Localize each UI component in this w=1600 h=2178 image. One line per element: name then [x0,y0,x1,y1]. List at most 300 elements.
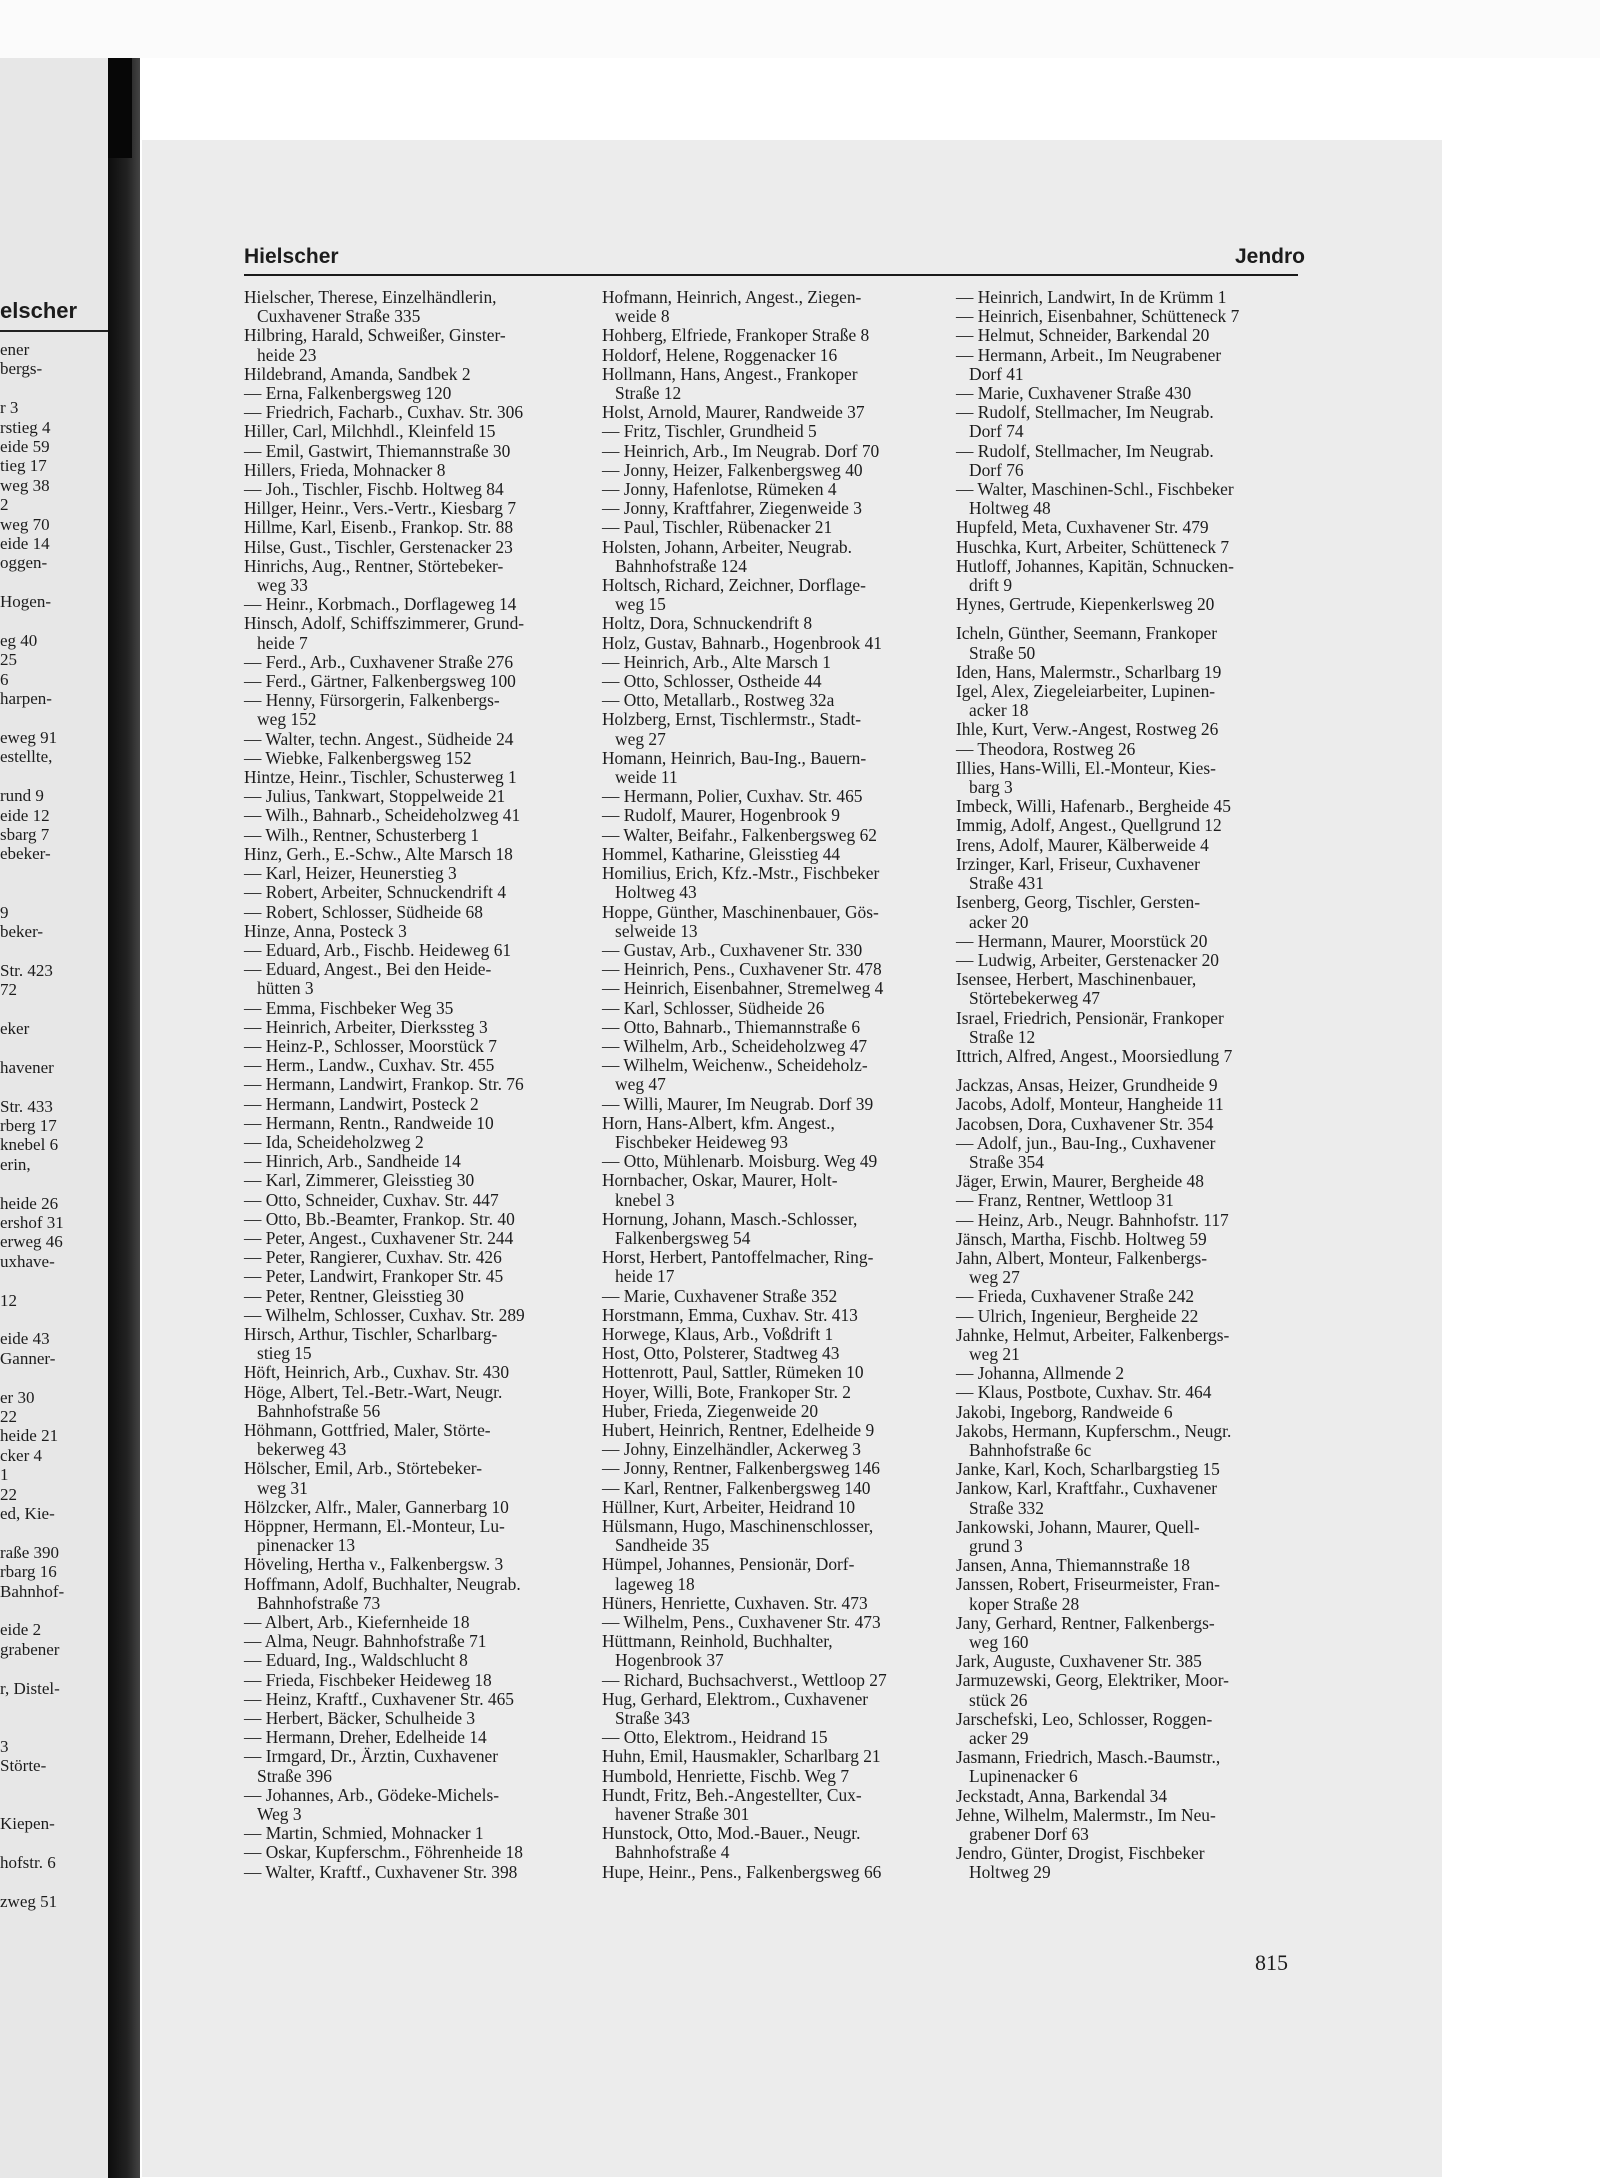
directory-entry-line: Holtweg 43 [602,882,697,903]
directory-entry-line: Hölzcker, Alfr., Maler, Gannerbarg 10 [244,1496,509,1517]
directory-entry-line: Hundt, Fritz, Beh.-Angestellter, Cux- [602,1784,862,1805]
directory-entry-line: Hildebrand, Amanda, Sandbek 2 [244,363,471,384]
directory-entry-line: Hüllner, Kurt, Arbeiter, Heidrand 10 [602,1496,856,1517]
directory-entry-line: — Johannes, Arb., Gödeke-Michels- [244,1784,500,1805]
directory-entry-line: Jakobs, Hermann, Kupferschm., Neugr. [956,1420,1232,1441]
previous-page-line: 22 [0,1484,17,1504]
directory-entry-line: Hillers, Frieda, Mohnacker 8 [244,459,446,480]
directory-entry-line: — Emma, Fischbeker Weg 35 [244,997,454,1018]
directory-entry-line: Bahnhofstraße 6c [956,1439,1092,1460]
directory-column-2 [602,288,962,1882]
previous-page-line: ener [0,340,30,359]
directory-entry-line: Huschka, Kurt, Arbeiter, Schütteneck 7 [956,536,1230,557]
directory-entry-line: Jankow, Karl, Kraftfahr., Cuxhavener [956,1478,1218,1499]
directory-entry-line: Straße 12 [956,1026,1036,1047]
directory-entry-line: Jeckstadt, Anna, Barkendal 34 [956,1785,1168,1806]
directory-entry-line: — Joh., Tischler, Fischb. Holtweg 84 [244,479,504,500]
directory-entry-line: — Heinz-P., Schlosser, Moorstück 7 [244,1035,497,1056]
directory-entry-line: Holst, Arnold, Maurer, Randweide 37 [602,402,865,423]
directory-entry-line: Hiller, Carl, Milchhdl., Kleinfeld 15 [244,421,496,442]
previous-page-line: 12 [0,1290,17,1310]
directory-entry-line: — Heinrich, Arb., Im Neugrab. Dorf 70 [602,440,880,461]
directory-entry-line: Bahnhofstraße 56 [244,1400,381,1421]
directory-entry-line: — Herbert, Bäcker, Schulheide 3 [244,1708,476,1729]
directory-entry-line: Höhmann, Gottfried, Maler, Störte- [244,1419,491,1440]
previous-page-line: er 30 [0,1387,35,1407]
directory-entry-line: — Heinrich, Pens., Cuxhavener Str. 478 [602,959,882,980]
directory-entry-line: — Erna, Falkenbergsweg 120 [244,383,452,404]
previous-page-line: sbarg 7 [0,825,50,844]
directory-column-1 [244,288,604,1882]
directory-entry-line: — Ludwig, Arbeiter, Gerstenacker 20 [956,949,1219,970]
directory-entry-line: weg 152 [244,709,317,730]
directory-entry-line: — Jonny, Kraftfahrer, Ziegenweide 3 [602,498,862,519]
directory-entry-line: heide 17 [602,1266,675,1287]
previous-page-line: 22 [0,1407,17,1426]
directory-entry-line: — Albert, Arb., Kiefernheide 18 [244,1612,470,1633]
directory-entry-line: Holz, Gustav, Bahnarb., Hogenbrook 41 [602,632,882,653]
directory-entry-line: Icheln, Günther, Seemann, Frankoper [956,623,1218,644]
directory-entry-line: Dorf 76 [956,459,1024,480]
directory-entry-line: — Jonny, Heizer, Falkenbergsweg 40 [602,459,863,480]
previous-page-line: erin, [0,1154,31,1174]
directory-entry-line: Straße 396 [244,1765,332,1786]
directory-entry-line: weg 33 [244,575,308,596]
previous-page-line: tieg 17 [0,456,47,476]
directory-entry-line: — Walter, Maschinen-Schl., Fischbeker [956,479,1234,500]
directory-entry-line: — Hermann, Rentn., Randweide 10 [244,1112,494,1133]
directory-entry-line: — Alma, Neugr. Bahnhofstraße 71 [244,1631,487,1652]
directory-entry-line: Isenberg, Georg, Tischler, Gersten- [956,892,1201,913]
directory-entry-line: Störtebekerweg 47 [956,988,1100,1009]
previous-page-line: 72 [0,980,17,1000]
directory-entry-line: grabener Dorf 63 [956,1824,1089,1845]
directory-entry-line: Immig, Adolf, Angest., Quellgrund 12 [956,815,1222,836]
directory-entry-line: Irzinger, Karl, Friseur, Cuxhavener [956,853,1200,874]
directory-entry-line: Hunstock, Otto, Mod.-Bauer., Neugr. [602,1823,861,1844]
directory-entry-line: — Ferd., Arb., Cuxhavener Straße 276 [244,651,514,672]
previous-page-line: weg 38 [0,475,50,495]
directory-entry-line: — Heinz, Kraftf., Cuxhavener Str. 465 [244,1688,514,1709]
directory-entry-line: — Karl, Zimmerer, Gleisstieg 30 [244,1170,475,1191]
book-binding [108,58,140,2178]
running-head-left: Hielscher [244,245,339,268]
previous-page-line: havener [0,1057,54,1077]
directory-entry-line: — Otto, Bahnarb., Thiemannstraße 6 [602,1016,861,1037]
directory-entry-line: Holsten, Johann, Arbeiter, Neugrab. [602,536,852,557]
directory-entry-line: Hinrichs, Aug., Rentner, Störtebeker- [244,555,504,576]
directory-entry-line: — Johny, Einzelhändler, Ackerweg 3 [602,1439,861,1460]
directory-entry-line: — Robert, Schlosser, Südheide 68 [244,901,483,922]
directory-entry-line: Hirsch, Arthur, Tischler, Scharlbarg- [244,1323,498,1344]
directory-entry-line: havener Straße 301 [602,1804,750,1825]
directory-entry-line: Straße 354 [956,1151,1044,1172]
directory-entry-line: — Otto, Schneider, Cuxhav. Str. 447 [244,1189,499,1210]
directory-entry-line: pinenacker 13 [244,1535,356,1556]
directory-entry-line: Hornung, Johann, Masch.-Schlosser, [602,1208,858,1229]
directory-entry-line: — Julius, Tankwart, Stoppelweide 21 [244,786,506,807]
directory-entry-line: Straße 332 [956,1497,1044,1518]
directory-entry-line: Fischbeker Heideweg 93 [602,1131,788,1152]
directory-entry-line: Hynes, Gertrude, Kiepenkerlsweg 20 [956,594,1215,615]
previous-page-line: uxhave- [0,1251,55,1271]
previous-page-line: weg 70 [0,514,50,534]
previous-page-line: 2 [0,495,9,515]
directory-entry-line: Hohberg, Elfriede, Frankoper Straße 8 [602,325,870,346]
previous-page-line: rstieg 4 [0,417,51,437]
directory-entry-line: Falkenbergsweg 54 [602,1227,751,1248]
directory-entry-line: Humbold, Henriette, Fischb. Weg 7 [602,1765,850,1786]
scan-background [0,0,1600,58]
book-binding-top [108,58,132,158]
directory-entry-line: — Eduard, Arb., Fischb. Heideweg 61 [244,939,512,960]
directory-entry-line: Janssen, Robert, Friseurmeister, Fran- [956,1574,1220,1595]
directory-entry-line: Holtz, Dora, Schnuckendrift 8 [602,613,813,634]
previous-page-line: cker 4 [0,1445,43,1465]
directory-entry-line: stück 26 [956,1689,1028,1710]
page-number: 815 [1255,1950,1288,1975]
directory-entry-line: — Hermann, Polier, Cuxhav. Str. 465 [602,786,863,807]
directory-entry-line: — Walter, Beifahr., Falkenbergsweg 62 [602,824,877,845]
previous-page-line: 9 [0,902,9,922]
running-head-right: Jendro [1235,245,1306,268]
directory-entry-line: — Ferd., Gärtner, Falkenbergsweg 100 [244,671,516,692]
directory-entry-line: — Karl, Schlosser, Südheide 26 [602,997,825,1018]
previous-page-line: Hogen- [0,592,51,612]
directory-entry-line: — Ulrich, Ingenieur, Bergheide 22 [956,1305,1199,1326]
directory-entry-line: — Wilhelm, Schlosser, Cuxhav. Str. 289 [244,1304,525,1325]
directory-entry-line: Hoyer, Willi, Bote, Frankoper Str. 2 [602,1381,851,1402]
directory-entry-line: Horstmann, Emma, Cuxhav. Str. 413 [602,1304,858,1325]
directory-entry-line: Jacobsen, Dora, Cuxhavener Str. 354 [956,1113,1214,1134]
directory-entry-line: weg 15 [602,594,666,615]
directory-entry-line: — Peter, Rentner, Gleisstieg 30 [244,1285,464,1306]
directory-entry-line: Huber, Frieda, Ziegenweide 20 [602,1400,819,1421]
previous-page-line: heide 21 [0,1426,59,1446]
directory-entry-line: — Eduard, Ing., Waldschlucht 8 [244,1650,468,1671]
directory-entry-line: Janke, Karl, Koch, Scharlbargstieg 15 [956,1459,1220,1480]
directory-entry-line: Jacobs, Adolf, Monteur, Hangheide 11 [956,1094,1224,1115]
directory-entry-line: — Otto, Bb.-Beamter, Frankop. Str. 40 [244,1208,515,1229]
directory-entry-line: weg 27 [602,728,666,749]
previous-page-line: eide 59 [0,437,50,456]
previous-page-line: bergs- [0,359,43,379]
directory-entry-line: stieg 15 [244,1343,312,1364]
directory-entry-line: — Theodora, Rostweg 26 [956,738,1136,759]
directory-entry-line: Hommel, Katharine, Gleisstieg 44 [602,843,841,864]
directory-entry-line: Ihle, Kurt, Verw.-Angest, Rostweg 26 [956,719,1219,740]
directory-entry-line: — Heinr., Korbmach., Dorflageweg 14 [244,594,517,615]
directory-entry-line: Jakobi, Ingeborg, Randweide 6 [956,1401,1173,1422]
previous-page-line: Str. 433 [0,1096,53,1116]
directory-entry-line: Hupfeld, Meta, Cuxhavener Str. 479 [956,517,1209,538]
directory-entry-line: Jehne, Wilhelm, Malermstr., Im Neu- [956,1804,1216,1825]
directory-entry-line: Hilbring, Harald, Schweißer, Ginster- [244,325,506,346]
directory-entry-line: weide 8 [602,306,670,327]
previous-page-line: 6 [0,669,9,689]
previous-page-line: r, Distel- [0,1678,60,1698]
directory-entry-line: Jansen, Anna, Thiemannstraße 18 [956,1555,1190,1576]
directory-entry-line: — Emil, Gastwirt, Thiemannstraße 30 [244,440,511,461]
directory-entry-line: — Adolf, jun., Bau-Ing., Cuxhavener [956,1132,1216,1153]
previous-page-line: harpen- [0,689,52,709]
previous-page-line: grabener [0,1639,60,1659]
directory-entry-line: Straße 50 [956,642,1036,663]
directory-entry-line: acker 29 [956,1728,1029,1749]
previous-page-edge [0,58,108,2178]
directory-entry-line: — Eduard, Angest., Bei den Heide- [244,959,492,980]
directory-entry-line: — Wilhelm, Arb., Scheideholzweg 47 [602,1035,868,1056]
directory-entry-line: weide 11 [602,767,678,788]
directory-entry-line: Hubert, Heinrich, Rentner, Edelheide 9 [602,1419,875,1440]
directory-entry-line: bekerweg 43 [244,1439,347,1460]
directory-entry-line: — Wiebke, Falkenbergsweg 152 [244,747,472,768]
directory-entry-line: Straße 343 [602,1708,690,1729]
directory-entry-line: — Frieda, Fischbeker Heideweg 18 [244,1669,492,1690]
directory-entry-line: — Paul, Tischler, Rübenacker 21 [602,517,833,538]
directory-entry-line: Dorf 74 [956,421,1024,442]
directory-entry-line: Straße 431 [956,873,1044,894]
directory-entry-line: — Richard, Buchsachverst., Wettloop 27 [602,1669,887,1690]
directory-entry-line: Holdorf, Helene, Roggenacker 16 [602,344,838,365]
directory-entry-line: — Peter, Rangierer, Cuxhav. Str. 426 [244,1247,502,1268]
directory-entry-line: Hogenbrook 37 [602,1650,724,1671]
previous-page-line: eide 12 [0,805,50,825]
directory-entry-line: — Herm., Landw., Cuxhav. Str. 455 [244,1055,495,1076]
directory-entry-line: Holtweg 29 [956,1862,1051,1883]
directory-entry-line: — Helmut, Schneider, Barkendal 20 [956,325,1210,346]
directory-entry-line: Hümpel, Johannes, Pensionär, Dorf- [602,1554,855,1575]
directory-entry-line: Jark, Auguste, Cuxhavener Str. 385 [956,1651,1202,1672]
directory-entry-line: Horn, Hans-Albert, kfm. Angest., [602,1112,835,1133]
directory-entry-line: — Frieda, Cuxhavener Straße 242 [956,1286,1195,1307]
directory-entry-line: Irens, Adolf, Maurer, Kälberweide 4 [956,834,1209,855]
directory-entry-line: — Otto, Elektrom., Heidrand 15 [602,1727,828,1748]
directory-entry-line: — Willi, Maurer, Im Neugrab. Dorf 39 [602,1093,874,1114]
directory-entry-line: — Walter, Kraftf., Cuxhavener Str. 398 [244,1861,518,1882]
previous-page-line: eker [0,1019,30,1038]
directory-entry-line: Hornbacher, Oskar, Maurer, Holt- [602,1170,838,1191]
directory-entry-line: Höveling, Hertha v., Falkenbergsw. 3 [244,1554,504,1575]
previous-page-line: Bahnhof- [0,1581,65,1601]
directory-entry-line: Jackzas, Ansas, Heizer, Grundheide 9 [956,1075,1218,1096]
directory-entry-line: — Peter, Angest., Cuxhavener Str. 244 [244,1227,514,1248]
directory-entry-line: Hielscher, Therese, Einzelhändlerin, [244,287,497,307]
directory-entry-line: Hüttmann, Reinhold, Buchhalter, [602,1631,833,1652]
directory-entry-line: Hinsch, Adolf, Schiffszimmerer, Grund- [244,613,525,634]
directory-entry-line: Hintze, Heinr., Tischler, Schusterweg 1 [244,767,517,788]
directory-entry-line: Jankowski, Johann, Maurer, Quell- [956,1516,1200,1537]
directory-entry-line: Bahnhofstraße 124 [602,555,747,576]
previous-page-line: knebel 6 [0,1135,59,1155]
directory-entry-line: weg 27 [956,1267,1020,1288]
directory-entry-line: Homann, Heinrich, Bau-Ing., Bauern- [602,747,867,768]
directory-entry-line: heide 7 [244,632,308,653]
directory-entry-line: Jasmann, Friedrich, Masch.-Baumstr., [956,1747,1221,1768]
directory-entry-line: Hupe, Heinr., Pens., Falkenbergsweg 66 [602,1861,882,1882]
directory-entry-line: — Jonny, Rentner, Falkenbergsweg 146 [602,1458,880,1479]
directory-entry-line: Jahnke, Helmut, Arbeiter, Falkenbergs- [956,1324,1230,1345]
directory-entry-line: Jendro, Günter, Drogist, Fischbeker [956,1843,1205,1864]
directory-entry-line: — Franz, Rentner, Wettloop 31 [956,1190,1174,1211]
directory-entry-line: — Fritz, Tischler, Grundheid 5 [602,421,817,442]
previous-page-line: eide 14 [0,534,50,553]
directory-entry-line: — Otto, Metallarb., Rostweg 32a [602,690,835,711]
directory-entry-line: koper Straße 28 [956,1593,1080,1614]
directory-entry-line: weg 31 [244,1477,308,1498]
directory-entry-line: — Robert, Arbeiter, Schnuckendrift 4 [244,882,507,903]
directory-entry-line: Bahnhofstraße 73 [244,1592,381,1613]
previous-page-line: estellte, [0,747,53,767]
previous-page-line: rberg 17 [0,1116,57,1135]
directory-entry-line: Hinze, Anna, Posteck 3 [244,920,407,941]
directory-entry-line: Höge, Albert, Tel.-Betr.-Wart, Neugr. [244,1381,503,1402]
directory-entry-line: Israel, Friedrich, Pensionär, Frankoper [956,1007,1224,1028]
previous-page-line: erweg 46 [0,1232,63,1252]
directory-entry-line: — Hermann, Arbeit., Im Neugrabener [956,344,1222,365]
previous-page-line: hofstr. 6 [0,1853,56,1873]
directory-entry-line: Holtsch, Richard, Zeichner, Dorflage- [602,575,866,596]
directory-entry-line: — Otto, Mühlenarb. Moisburg. Weg 49 [602,1151,878,1172]
directory-entry-line: Höft, Heinrich, Arb., Cuxhav. Str. 430 [244,1362,510,1383]
directory-entry-line: Hölscher, Emil, Arb., Störtebeker- [244,1458,483,1479]
directory-entry-line: Jarschefski, Leo, Schlosser, Roggen- [956,1708,1213,1729]
directory-entry-line: Hoffmann, Adolf, Buchhalter, Neugrab. [244,1573,521,1594]
directory-entry-line: — Johanna, Allmende 2 [956,1363,1125,1384]
directory-entry-line: weg 160 [956,1632,1029,1653]
previous-page-line: eide 43 [0,1329,50,1349]
directory-entry-line: Hottenrott, Paul, Sattler, Rümeken 10 [602,1362,864,1383]
header-rule [244,274,1298,276]
previous-page-rule [0,330,108,332]
directory-entry-line: acker 18 [956,700,1029,721]
previous-page-line: eg 40 [0,631,38,650]
directory-entry-line: — Otto, Schlosser, Ostheide 44 [602,671,822,692]
directory-entry-line: — Jonny, Hafenlotse, Rümeken 4 [602,479,837,500]
directory-entry-line: — Marie, Cuxhavener Straße 352 [602,1285,838,1306]
directory-entry-line: Jahn, Albert, Monteur, Falkenbergs- [956,1247,1208,1268]
directory-entry-line: Jany, Gerhard, Rentner, Falkenbergs- [956,1612,1215,1633]
directory-entry-line: — Wilhelm, Pens., Cuxhavener Str. 473 [602,1612,881,1633]
directory-entry-line: — Martin, Schmied, Mohnacker 1 [244,1823,484,1844]
directory-entry-line: Höppner, Hermann, El.-Monteur, Lu- [244,1516,505,1536]
directory-entry-line: Lupinenacker 6 [956,1766,1078,1787]
directory-entry-line: Imbeck, Willi, Hafenarb., Bergheide 45 [956,796,1231,817]
directory-entry-line: Holtweg 48 [956,498,1051,519]
previous-page-line: 3 [0,1736,9,1756]
directory-entry-line: — Klaus, Postbote, Cuxhav. Str. 464 [956,1382,1212,1403]
directory-entry-line: Cuxhavener Straße 335 [244,306,421,327]
directory-entry-line: knebel 3 [602,1189,675,1210]
directory-entry-line: — Hermann, Landwirt, Frankop. Str. 76 [244,1074,524,1095]
directory-entry-line: — Hermann, Maurer, Moorstück 20 [956,930,1208,951]
directory-entry-line: Straße 12 [602,383,682,404]
directory-entry-line: Jarmuzewski, Georg, Elektriker, Moor- [956,1670,1229,1691]
directory-entry-line: Hülsmann, Hugo, Maschinenschlosser, [602,1516,874,1536]
directory-entry-line: — Oskar, Kupferschm., Föhrenheide 18 [244,1842,523,1863]
directory-entry-line: Hillger, Heinr., Vers.-Vertr., Kiesbarg 7 [244,498,517,519]
directory-entry-line: — Friedrich, Facharb., Cuxhav. Str. 306 [244,402,524,423]
directory-entry-line: Host, Otto, Polsterer, Stadtweg 43 [602,1343,840,1364]
directory-entry-line: — Hermann, Dreher, Edelheide 14 [244,1727,487,1748]
directory-entry-line: Hofmann, Heinrich, Angest., Ziegen- [602,287,862,307]
previous-page-line: r 3 [0,398,19,418]
previous-page-line: rund 9 [0,786,44,806]
directory-entry-line: Isensee, Herbert, Maschinenbauer, [956,969,1197,990]
directory-entry-line: Jänsch, Martha, Fischb. Holtweg 59 [956,1228,1207,1249]
previous-page-line: heide 26 [0,1193,59,1213]
directory-entry-line: Sandheide 35 [602,1535,710,1556]
directory-entry-line: — Irmgard, Dr., Ärztin, Cuxhavener [244,1746,499,1767]
directory-entry-line: hütten 3 [244,978,314,999]
directory-entry-line: Jäger, Erwin, Maurer, Bergheide 48 [956,1171,1204,1192]
directory-entry-line: — Wilh., Rentner, Schusterberg 1 [244,824,480,845]
previous-page-line: Str. 423 [0,960,53,980]
previous-page-line: ed, Kie- [0,1504,55,1523]
directory-entry-line: — Rudolf, Stellmacher, Im Neugrab. [956,440,1214,461]
previous-page-line: raße 390 [0,1542,60,1562]
directory-entry-line: — Heinrich, Eisenbahner, Stremelweg 4 [602,978,884,999]
directory-entry-line: Homilius, Erich, Kfz.-Mstr., Fischbeker [602,863,880,884]
directory-entry-line: — Wilh., Bahnarb., Scheideholzweg 41 [244,805,521,826]
directory-entry-line: Horst, Herbert, Pantoffelmacher, Ring- [602,1247,874,1268]
directory-entry-line: weg 47 [602,1074,666,1095]
directory-entry-line: Holzberg, Ernst, Tischlermstr., Stadt- [602,709,862,730]
directory-entry-line: lageweg 18 [602,1573,695,1594]
directory-entry-line: — Heinrich, Arbeiter, Dierkssteg 3 [244,1016,488,1037]
directory-entry-line: Hüners, Henriette, Cuxhaven. Str. 473 [602,1592,868,1613]
previous-page-line: rbarg 16 [0,1562,57,1582]
previous-page-line: eide 2 [0,1620,42,1640]
directory-entry-line: Hollmann, Hans, Angest., Frankoper [602,363,858,384]
directory-entry-line: — Hermann, Landwirt, Posteck 2 [244,1093,479,1114]
previous-page-line: ebeker- [0,844,51,864]
previous-page-line: zweg 51 [0,1892,58,1911]
directory-entry-line: Ittrich, Alfred, Angest., Moorsiedlung 7 [956,1045,1233,1066]
directory-entry-line: Horwege, Klaus, Arb., Voßdrift 1 [602,1323,834,1344]
directory-entry-line: Iden, Hans, Malermstr., Scharlbarg 19 [956,661,1222,682]
previous-page-line: Störte- [0,1756,47,1776]
directory-entry-line: grund 3 [956,1536,1023,1556]
previous-page-header: elscher [0,298,78,323]
directory-entry-line: — Rudolf, Maurer, Hogenbrook 9 [602,805,840,826]
directory-entry-line: acker 20 [956,911,1029,932]
previous-page-line: Ganner- [0,1348,56,1368]
directory-entry-line: — Rudolf, Stellmacher, Im Neugrab. [956,402,1214,423]
directory-entry-line: — Walter, techn. Angest., Südheide 24 [244,728,514,749]
directory-entry-line: — Marie, Cuxhavener Straße 430 [956,383,1192,404]
directory-entry-line: drift 9 [956,575,1013,596]
previous-page-line: ershof 31 [0,1213,64,1232]
previous-page-line: beker- [0,922,44,941]
previous-page-line: oggen- [0,553,48,573]
directory-entry-line: weg 21 [956,1343,1020,1364]
directory-entry-line: Bahnhofstraße 4 [602,1842,730,1863]
directory-entry-line: — Karl, Rentner, Falkenbergsweg 140 [602,1477,871,1498]
directory-entry-line: — Heinrich, Arb., Alte Marsch 1 [602,651,831,672]
directory-entry-line: selweide 13 [602,920,698,941]
directory-entry-line: Hinz, Gerh., E.-Schw., Alte Marsch 18 [244,843,513,864]
directory-entry-line: — Heinrich, Landwirt, In de Krümm 1 [956,287,1227,307]
directory-entry-line: — Hinrich, Arb., Sandheide 14 [244,1151,461,1172]
directory-entry-line: barg 3 [956,777,1013,798]
previous-page-line: Kiepen- [0,1814,55,1834]
directory-entry-line: Igel, Alex, Ziegeleiarbeiter, Lupinen- [956,681,1216,702]
previous-page-line: eweg 91 [0,728,58,747]
directory-entry-line: — Gustav, Arb., Cuxhavener Str. 330 [602,939,863,960]
directory-column-3 [956,288,1316,1883]
directory-entry-line: Hoppe, Günther, Maschinenbauer, Gös- [602,901,879,922]
